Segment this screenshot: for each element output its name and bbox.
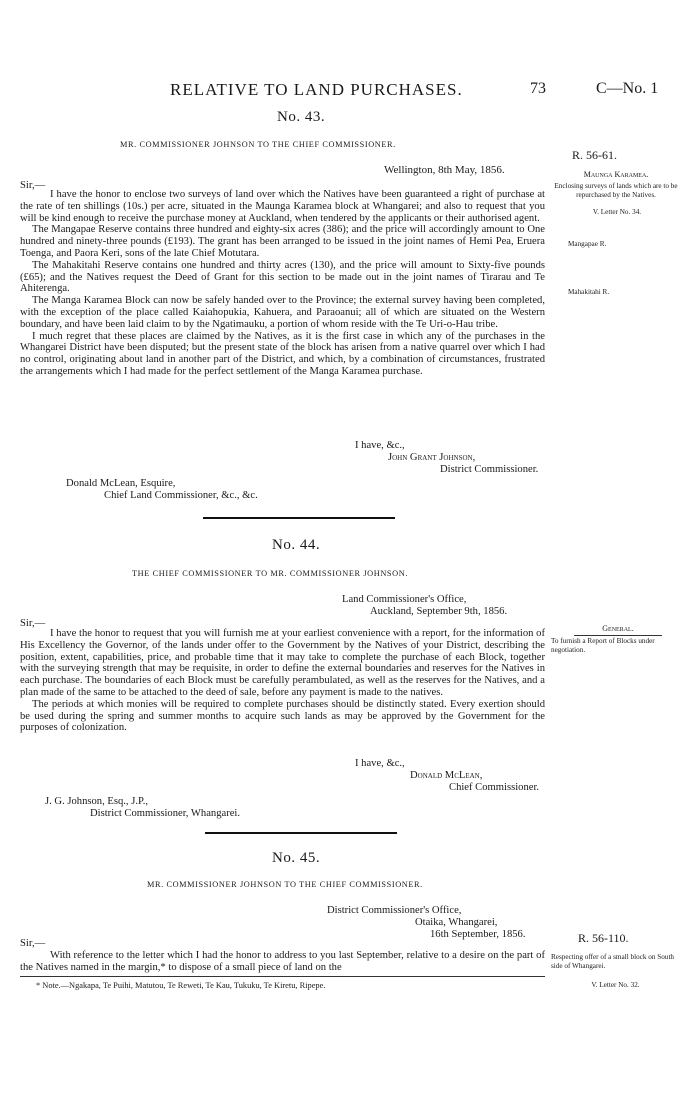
letter-43-margin-mangapae: Mangapae R. — [568, 240, 607, 248]
page-header — [0, 80, 700, 102]
letter-45-paragraph: With reference to the letter which I had the honor to address to you last September, relative to a desire on the part of the Natives named in the margin,* to dispose of a small piece of land on the — [20, 950, 545, 973]
letter-43-addressee: Donald McLean, Esquire, — [66, 478, 176, 489]
letter-44-paragraph: I have the honor to request that you will furnish me at your earliest convenience with a report, for the information of His Excellency the Governor, of the lands under offer to the Government by the Natives of your District, describing the position, extent, capabilities, price, and probable time that it may take to complete the purchase of each Block, together with the surveying strength that may be requisite, in order to define the external boundaries and reserves for the Natives in each purchase. The boundaries of each Block must be carefully perambulated, as well as the reserves for the Natives, and a plan made of the same to be attached to the deed of sale, before any payment is made to the natives. — [20, 628, 545, 698]
letter-45-date: 16th September, 1856. — [430, 929, 526, 940]
letter-44-signature: Donald McLean, — [410, 770, 483, 781]
letter-45-reference: R. 56-110. — [578, 931, 629, 945]
letter-43-paragraph: The Mangapae Reserve contains three hundred and eighty-six acres (386); and the price will accordingly amount to One hundred and ninety-three pounds (£193). The grant has been arranged to be issued in the joint names of Hemi Pea, Eruera Toenga, and Paora Keri, sons of the late Chief Motutara. — [20, 224, 545, 259]
letter-44-paragraph: The periods at which monies will be required to complete purchases should be distinctly stated. Every exertion should be used during the spring and summer months to acquire such lands as may be approved by the Government for the purposes of colonization. — [20, 698, 545, 734]
margin-rule — [574, 635, 662, 636]
letter-43-paragraph: The Manga Karamea Block can now be safely handed over to the Province; the external survey having been completed, with the exception of the place called Kaiahopukia, Kahuera, and Paraoanui; all of which are situated on the Western boundary, and have been laid claim to by the Ngatimauku, a portion of whom reside with the Te Uri-o-Hau tribe. — [20, 295, 545, 330]
letter-43-paragraph: I much regret that these places are claimed by the Natives, as it is the first case in which any of the purchases in the Whangarei District have been disputed; but the present state of the block has arisen from a native quarrel over which I had no control, originating about land in another part of the District, and which, by a combination of circumstances, frustrated the arrangements which I had made for the perfect settlement of the Manga Karamea purchase. — [20, 330, 545, 377]
letter-43-body — [20, 189, 545, 378]
letter-44-signature-title: Chief Commissioner. — [449, 782, 540, 793]
letter-43-closing: I have, &c., — [355, 440, 405, 451]
letter-43-margin-letter: V. Letter No. 34. — [592, 208, 642, 216]
letter-44-date: Auckland, September 9th, 1856. — [370, 606, 508, 617]
page-number: 73 — [530, 80, 546, 97]
letter-43-margin-heading: Maunga Karamea. — [583, 170, 649, 179]
letter-43-paragraph: The Mahakitahi Reserve contains one hundred and thirty acres (130), and the price will amount to Sixty-five pounds (£65); and the Natives request the Deed of Grant for this section to be made out in the joint names of Tirarau and Te Ahiterenga. — [20, 259, 545, 295]
letter-44-margin-heading: General. — [602, 624, 634, 633]
letter-44-number: No. 44. — [272, 537, 321, 553]
footnote: * Note.—Ngakapa, Te Puihi, Matutou, Te Reweti, Te Kau, Tukuku, Te Kiretu, Ripepe. — [36, 981, 326, 990]
letter-44-margin-note: To furnish a Report of Blocks under negotiation. — [551, 637, 655, 654]
letter-44-office: Land Commissioner's Office, — [342, 594, 467, 605]
footnote-rule — [20, 976, 545, 977]
letter-45-salutation: Sir,— — [20, 938, 46, 949]
letter-45-margin-letter: V. Letter No. 32. — [591, 981, 640, 989]
letter-45-body — [20, 950, 545, 974]
running-title: RELATIVE TO LAND PURCHASES. — [170, 80, 463, 99]
letter-43-reference: R. 56-61. — [572, 148, 617, 162]
letter-45-office: District Commissioner's Office, — [327, 905, 462, 916]
letter-43-subtitle: MR. COMMISSIONER JOHNSON TO THE CHIEF COMMISSIONER. — [120, 140, 396, 149]
letter-45-number: No. 45. — [272, 850, 321, 866]
letter-44-addressee: J. G. Johnson, Esq., J.P., — [45, 796, 149, 807]
letter-43-signature-title: District Commissioner. — [440, 464, 539, 475]
letter-44-salutation: Sir,— — [20, 618, 46, 629]
letter-43-date: Wellington, 8th May, 1856. — [384, 164, 505, 176]
letter-45-margin-note: Respecting offer of a small block on South side of Whangarei. — [551, 953, 675, 970]
letter-44-body — [20, 628, 545, 734]
letter-44-closing: I have, &c., — [355, 758, 405, 769]
letter-44-addressee-title: District Commissioner, Whangarei. — [90, 808, 241, 819]
letter-45-place: Otaika, Whangarei, — [415, 917, 498, 928]
letter-43-signature: John Grant Johnson, — [388, 452, 476, 463]
letter-43-margin-note: Enclosing surveys of lands which are to be repurchased by the Natives. — [554, 182, 678, 199]
letter-43-addressee-title: Chief Land Commissioner, &c., &c. — [104, 490, 258, 501]
section-divider — [205, 832, 397, 834]
letter-44-subtitle: THE CHIEF COMMISSIONER TO MR. COMMISSIONER JOHNSON. — [132, 569, 409, 578]
letter-43-number: No. 43. — [277, 109, 326, 125]
letter-43-paragraph: I have the honor to enclose two surveys of land over which the Natives have been guaranteed a right of purchase at the rate of ten shillings (10s.) per acre, situated in the Maunga Karamea block at Whangarei; and also to request that you will be kind enough to receive the purchase money at Auckland, when tendered by the applicants or their authorised agent. — [20, 189, 545, 224]
letter-45-subtitle: MR. COMMISSIONER JOHNSON TO THE CHIEF COMMISSIONER. — [147, 880, 423, 889]
letter-43-margin-mahakitahi: Mahakitahi R. — [568, 288, 610, 296]
letter-43-salutation: Sir,— — [20, 180, 46, 191]
section-divider — [203, 517, 395, 519]
document-code: C—No. 1 — [596, 80, 659, 97]
